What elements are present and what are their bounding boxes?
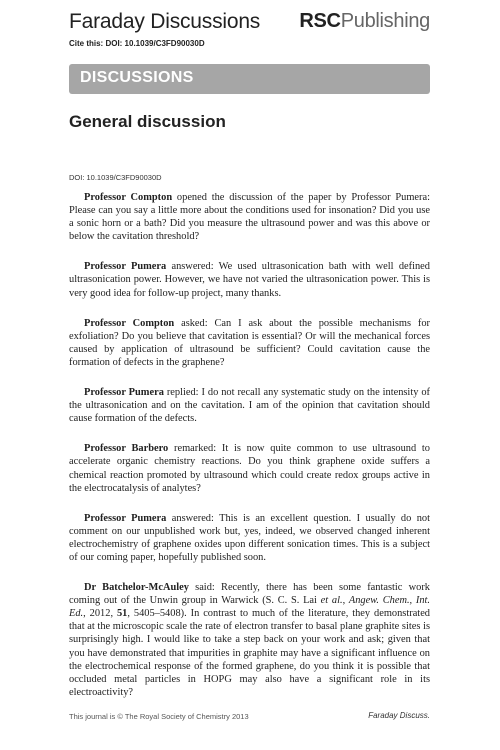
discussion-body — [69, 191, 430, 716]
paragraph-3 — [69, 317, 430, 369]
publisher-logo-publishing: Publishing — [340, 10, 430, 32]
article-title: General discussion — [69, 112, 226, 131]
citation-year: , 2012, — [83, 608, 117, 620]
paragraph-text: remarked: It is now quite common to use ultrasound to accelerate organic chemistry reactions. Do you think graphene oxide suffers a chemical reaction promoted by ultrasound which could create redox groups active in the electrocatalysis of analytes? — [69, 443, 430, 494]
paragraph-4 — [69, 386, 430, 425]
paragraph-5 — [69, 442, 430, 494]
section-banner-label: DISCUSSIONS — [80, 69, 194, 86]
paragraph-text: answered: This is an excellent question. I usually do not comment on our unpublished work but, yes, indeed, we observed changed inherent electrochemistry of graphene oxides upon different sonication times. This is a subject of our coming paper, hopefully published soon. — [69, 512, 430, 563]
citation-comma: , — [342, 595, 349, 607]
doi-line: DOI: 10.1039/C3FD90030D — [69, 173, 162, 182]
footer-journal: Faraday Discuss. — [368, 711, 430, 720]
citation-volume: 51 — [116, 608, 128, 620]
paragraph-text: answered: We used ultrasonication bath with well defined ultrasonication power. However, we have not varied the ultrasonication power. This is very good idea for follow-up project, many thanks. — [69, 261, 430, 299]
paragraph-text: asked: Can I ask about the possible mechanisms for exfoliation? Do you believe that cavitation is essential? Or will the mechanical forces caused by application of ultrasound be sufficient? Could cavitation cause the formation of defects in the graphene? — [69, 317, 430, 368]
speaker-name: Dr Batchelor-McAuley — [84, 582, 189, 594]
paragraph-text: said: Recently, there has been some fantastic work coming out of the Unwin group in Warwick (S. C. S. Lai — [69, 582, 430, 607]
citation-etal: et al. — [320, 595, 343, 607]
paragraph-text-continued: , 5405–5408). In contrast to much of the literature, they demonstrated that at the microscopic scale the rate of electron transfer to basal plane graphite sites is surprisingly high. I would like to take a step back on your work and ask; given that you have demonstrated that impurities in graphite may have a significant influence on the electrochemical response of the formed graphene, do you think it is possible that occluded metal particles in HOPG may also have a significant role in its electroactivity? — [69, 608, 431, 698]
citation-journal: Angew. Chem., Int. Ed. — [69, 595, 431, 620]
speaker-name: Professor Compton — [84, 317, 175, 329]
speaker-name: Professor Compton — [84, 192, 173, 203]
speaker-name: Professor Pumera — [84, 512, 167, 524]
cite-line: Cite this: DOI: 10.1039/C3FD90030D — [69, 39, 205, 48]
speaker-name: Professor Pumera — [84, 387, 164, 399]
paragraph-7 — [69, 581, 430, 699]
section-banner — [69, 64, 430, 94]
paragraph-1 — [69, 191, 430, 243]
publisher-logo — [299, 10, 430, 33]
paragraph-6 — [69, 512, 430, 564]
speaker-name: Professor Barbero — [84, 443, 169, 455]
paragraph-2 — [69, 260, 430, 299]
publisher-logo-rsc: RSC — [299, 10, 341, 32]
speaker-name: Professor Pumera — [84, 261, 167, 273]
journal-name: Faraday Discussions — [69, 10, 261, 33]
footer-copyright: This journal is © The Royal Society of Chemistry 2013 — [69, 712, 249, 721]
paragraph-text: opened the discussion of the paper by Professor Pumera: Please can you say a little more about the conditions used for insonation? Did you use a sonic horn or a bath? Did you measure the ultrasound power and was this above or below the cavitation threshold? — [69, 192, 430, 243]
paragraph-text: replied: I do not recall any systematic study on the intensity of the ultrasonication and on the cavitation. I am of the opinion that cavitation should cause formation of the defects. — [69, 387, 431, 425]
